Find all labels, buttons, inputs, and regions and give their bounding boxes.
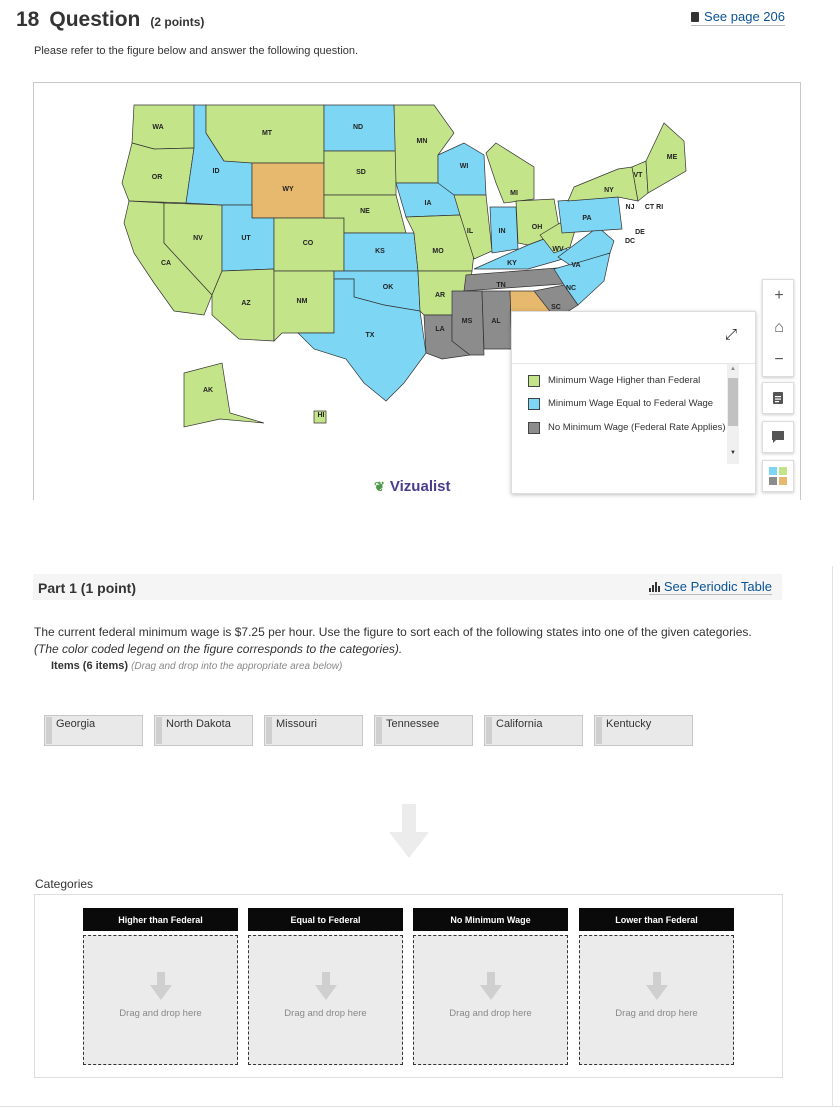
items-header [51,660,342,672]
label-pa: PA [582,215,592,222]
home-button[interactable]: ⌂ [774,319,784,336]
label-or: OR [151,174,163,181]
label-tn: TN [496,282,506,289]
label-ms: MS [461,318,473,325]
label-dc: DC [624,238,636,245]
layers-button[interactable] [762,460,794,492]
instruction-text: The current federal minimum wage is $7.25 per hour. Use the figure to sort each of the following states into one of the given categories. [34,625,752,639]
label-me: ME [666,154,678,161]
legend-swatch-gray [528,422,540,434]
drop-hint: Drag and drop here [615,1008,698,1019]
legend-divider [512,363,755,364]
label-oh: OH [531,224,543,231]
label-wy: WY [282,186,294,193]
category-title: Lower than Federal [579,908,734,931]
label-ks: KS [375,248,385,255]
drag-handle[interactable] [596,717,602,744]
label-nc: NC [565,285,577,292]
label-nv: NV [193,235,203,242]
legend-entry [528,421,728,435]
question-prompt: Please refer to the figure below and answer the following question. [34,45,359,57]
legend-label: No Minimum Wage (Federal Rate Applies) [548,421,726,433]
label-ok: OK [382,284,394,291]
comment-icon [771,430,785,444]
label-mo: MO [432,248,444,255]
category-lower [579,908,734,1065]
label-in: IN [498,228,506,235]
drag-item-california[interactable] [484,715,583,746]
label-ca: CA [160,260,172,267]
vizualist-mark-icon: ❦ [374,478,385,494]
label-vt: VT [633,172,643,179]
drag-item-missouri[interactable] [264,715,363,746]
label-la: LA [435,326,445,333]
category-higher [83,908,238,1065]
zoom-in-button[interactable]: + [774,287,784,304]
zoom-controls [762,279,794,377]
label-nj: NJ [625,204,635,211]
map-legend[interactable] [511,311,756,494]
label-ny: NY [604,187,614,194]
label-ky: KY [507,260,517,267]
legend-entries [528,374,728,444]
label-al: AL [491,318,501,325]
label-sc: SC [551,304,561,311]
state-ny[interactable] [568,167,638,201]
drop-arrow-icon [646,972,668,1000]
label-id: ID [212,168,220,175]
drop-hint: Drag and drop here [119,1008,202,1019]
legend-scroll-thumb[interactable] [728,378,738,426]
drop-zone[interactable] [83,935,238,1065]
document-icon [772,391,784,405]
state-ak[interactable] [184,363,264,427]
scroll-down-icon[interactable]: ▼ [730,450,736,456]
vizualist-label: Vizualist [389,478,451,495]
drag-item-georgia[interactable] [44,715,143,746]
grid-icon [768,466,788,486]
legend-label: Minimum Wage Higher than Federal [548,375,701,386]
items-hint: (Drag and drop into the appropriate area below) [131,661,343,672]
drop-hint: Drag and drop here [449,1008,532,1019]
label-nd: ND [352,124,364,131]
label-ar: AR [434,292,446,299]
label-ia: IA [424,200,432,207]
category-title: Equal to Federal [248,908,403,931]
drag-item-north-dakota[interactable] [154,715,253,746]
question-word: Question [49,8,141,31]
label-mi: MI [510,190,518,197]
question-points: (2 points) [150,15,205,29]
comment-button[interactable] [762,421,794,453]
drag-item-label: North Dakota [166,718,231,730]
draggable-items [44,715,693,746]
label-ct-ri: CT RI [644,204,664,211]
drop-arrow-icon [315,972,337,1000]
legend-entry [528,397,728,411]
book-icon [691,12,699,22]
legend-swatch-blue [528,398,540,410]
periodic-table-link[interactable] [649,579,772,595]
drag-item-label: Tennessee [386,718,440,730]
label-nm: NM [296,298,308,305]
down-arrow-icon [389,804,429,858]
notes-button[interactable] [762,382,794,414]
instructions [34,624,794,659]
right-divider [832,566,833,1106]
map-figure [33,82,801,500]
drop-arrow-icon [150,972,172,1000]
category-no-minimum [413,908,568,1065]
label-wi: WI [459,163,469,170]
drop-arrow-icon [480,972,502,1000]
label-wa: WA [152,124,164,131]
label-mt: MT [261,130,273,137]
part-header [33,574,782,600]
category-equal [248,908,403,1065]
vizualist-logo [374,478,451,495]
categories-area [34,894,783,1078]
label-co: CO [302,240,314,247]
expand-icon[interactable]: ⤢ [724,326,737,343]
label-wv: WV [552,246,564,253]
label-az: AZ [241,300,251,307]
label-il: IL [466,228,474,235]
instruction-italic: (The color coded legend on the figure corresponds to the categories). [34,642,403,657]
part-title: Part 1 (1 point) [38,580,137,596]
label-ak: AK [202,387,214,394]
drag-item-label: California [496,718,543,730]
drop-hint: Drag and drop here [284,1008,367,1019]
drag-item-kentucky[interactable] [594,715,693,746]
items-label: Items (6 items) [51,660,129,672]
drag-item-label: Missouri [276,718,317,730]
drag-handle[interactable] [266,717,272,744]
bottom-divider [0,1106,840,1107]
label-tx: TX [365,332,375,339]
categories-label: Categories [35,877,94,891]
chart-icon [649,582,660,592]
drag-handle[interactable] [46,717,52,744]
drag-item-tennessee[interactable] [374,715,473,746]
state-nm[interactable] [274,271,334,341]
state-or[interactable] [122,143,194,203]
legend-label: Minimum Wage Equal to Federal Wage [548,398,714,410]
periodic-table-label: See Periodic Table [663,579,772,594]
drag-item-label: Kentucky [606,718,652,730]
label-sd: SD [356,169,366,176]
question-number: 18 [16,8,40,31]
category-title: No Minimum Wage [413,908,568,931]
label-va: VA [571,262,581,269]
legend-swatch-green [528,375,540,387]
drag-item-label: Georgia [56,718,96,730]
see-page-label: See page 206 [704,9,785,24]
see-page-link[interactable] [691,9,785,26]
label-ut: UT [241,235,251,242]
drag-handle[interactable] [156,717,162,744]
drop-zone[interactable] [413,935,568,1065]
drag-handle[interactable] [486,717,492,744]
drag-handle[interactable] [376,717,382,744]
label-ne: NE [360,208,370,215]
label-mn: MN [416,138,428,145]
category-title: Higher than Federal [83,908,238,931]
question-header [16,8,204,32]
zoom-out-button[interactable]: − [774,351,784,368]
label-hi: HI [317,412,325,419]
label-de: DE [635,229,645,236]
scroll-up-icon[interactable]: ▲ [730,366,736,372]
legend-entry [528,374,728,388]
drop-zone[interactable] [248,935,403,1065]
drop-zone[interactable] [579,935,734,1065]
